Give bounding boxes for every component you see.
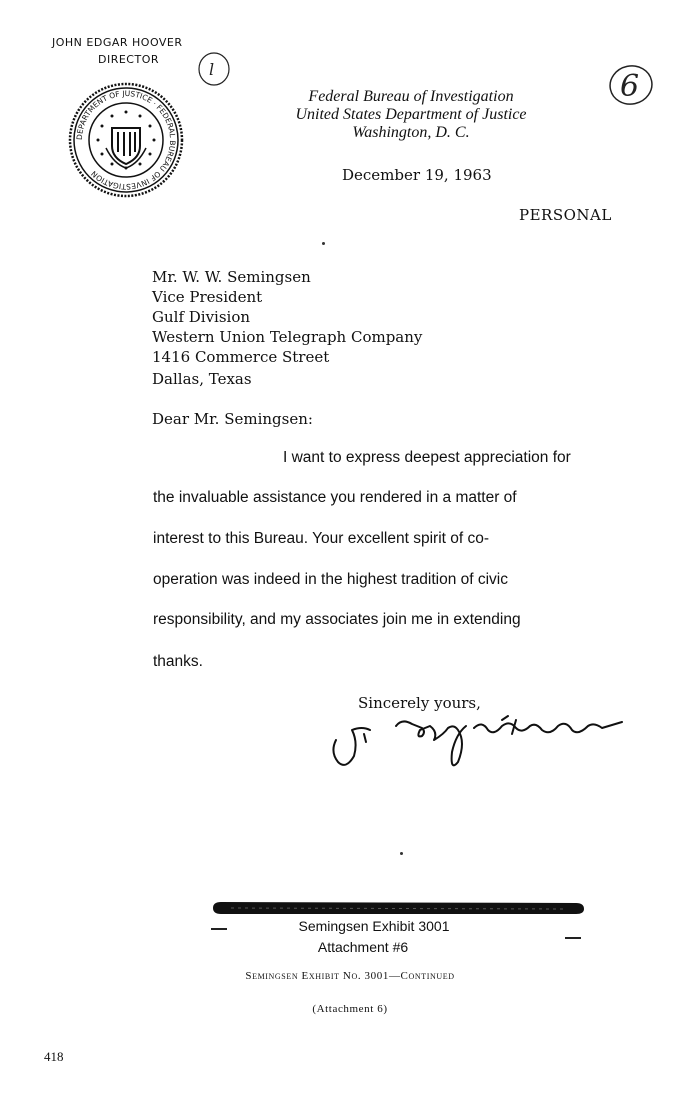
recipient-line: 1416 Commerce Street bbox=[152, 348, 330, 366]
recipient-line: Dallas, Texas bbox=[152, 370, 252, 388]
body-line: thanks. bbox=[153, 653, 203, 670]
recipient-line: Gulf Division bbox=[152, 308, 251, 326]
personal-marking: PERSONAL bbox=[519, 206, 612, 224]
body-line: interest to this Bureau. Your excellent spirit of co- bbox=[153, 530, 490, 547]
letter-date: December 19, 1963 bbox=[342, 166, 492, 184]
seal-text: DEPARTMENT OF JUSTICE · FEDERAL BUREAU OF INVESTIGATION bbox=[74, 88, 178, 192]
svg-text:DEPARTMENT OF JUSTICE · FEDERA bbox=[75, 89, 177, 191]
body-line: operation was indeed in the highest tradition of civic bbox=[153, 571, 508, 588]
director-name: JOHN EDGAR HOOVER bbox=[52, 36, 183, 49]
body-line: I want to express deepest appreciation for bbox=[283, 449, 571, 466]
exhibit-label: Semingsen Exhibit 3001 bbox=[298, 918, 450, 934]
agency-location: Washington, D. C. bbox=[352, 124, 470, 141]
attachment-label: Attachment #6 bbox=[317, 939, 409, 955]
handwritten-mark-text: l bbox=[209, 60, 215, 79]
recipient-line: Vice President bbox=[152, 288, 263, 306]
ink-speck bbox=[322, 242, 325, 245]
attachment-note: (Attachment 6) bbox=[312, 1003, 388, 1015]
department-name: United States Department of Justice bbox=[295, 106, 527, 123]
dash-mark bbox=[565, 937, 581, 939]
body-line: the invaluable assistance you rendered in a matter of bbox=[153, 489, 517, 506]
salutation: Dear Mr. Semingsen: bbox=[152, 410, 313, 428]
director-title: DIRECTOR bbox=[98, 53, 160, 66]
agency-name: Federal Bureau of Investigation bbox=[308, 88, 514, 105]
body-line: responsibility, and my associates join me in extending bbox=[153, 611, 521, 628]
signature-image bbox=[326, 712, 630, 774]
page-number: 418 bbox=[44, 1049, 64, 1064]
ink-speck bbox=[400, 852, 403, 855]
handwritten-six-text: 6 bbox=[620, 69, 640, 104]
handwritten-circled-mark bbox=[196, 50, 232, 88]
recipient-line: Western Union Telegraph Company bbox=[152, 328, 423, 346]
fbi-seal-icon bbox=[68, 82, 184, 198]
redaction-bar bbox=[211, 900, 586, 916]
closing: Sincerely yours, bbox=[358, 694, 481, 712]
handwritten-circled-six bbox=[606, 62, 656, 108]
recipient-line: Mr. W. W. Semingsen bbox=[152, 268, 311, 286]
exhibit-caption: Semingsen Exhibit No. 3001—Continued bbox=[245, 970, 455, 982]
